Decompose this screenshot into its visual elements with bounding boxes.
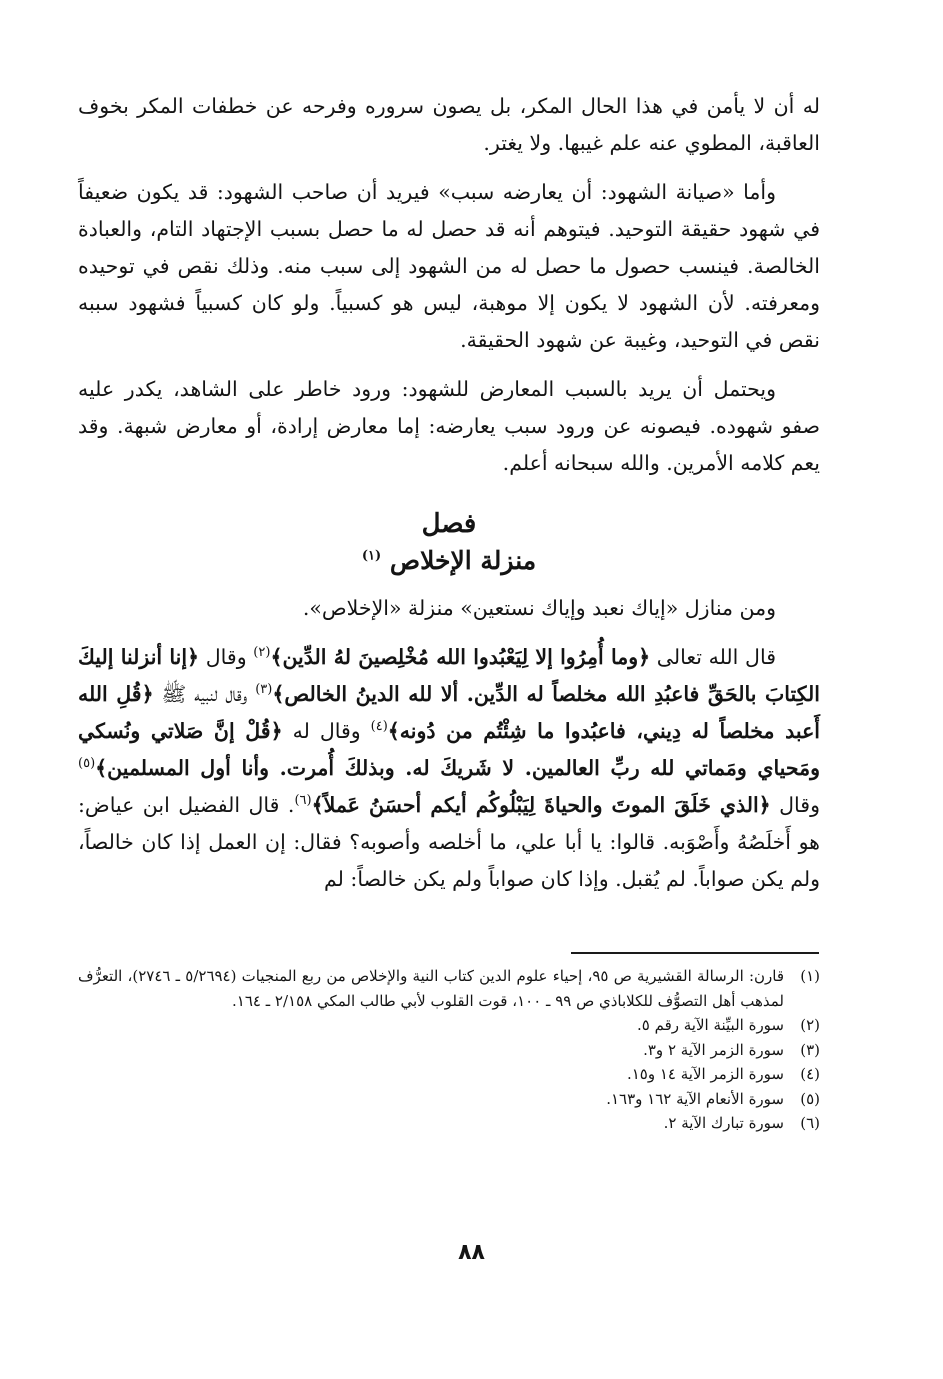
footnote-number: (٥) [800, 1089, 820, 1108]
footnote-text: سورة الأنعام الآية ١٦٢ و١٦٣. [606, 1089, 784, 1108]
quran-quote: ﴿قُلِ الله أَعبد مخلصاً له دِيني، فاعبُدوا ما شِئْتُم من دُونه﴾ [78, 682, 820, 743]
main-text: وقال لنبيه ﷺ [153, 682, 256, 706]
footnote-ref: (٤) [370, 719, 388, 735]
footnote-number: (٤) [800, 1065, 820, 1083]
footnote-ref: (٣) [255, 682, 273, 698]
paragraph-1: له أن لا يأمن في هذا الحال المكر، بل يصون سروره وفرحه عن خطفات المكر بخوف العاقبة، المطوي عنه علم غيبها. ولا يغتر. [78, 94, 820, 155]
footnote-ref: (١) [361, 548, 382, 564]
footnote-text: سورة الزمر الآية ١٤ و١٥. [626, 1065, 784, 1083]
paragraph-3: ويحتمل أن يريد بالسبب المعارض للشهود: ورود خاطر على الشاهد، يكدر عليه صفو شهوده. فيصونه عن ورود سبب يعارضه: إما معارض إرادة، أو معارض شبهة. وقد يعم كلامه الأمرين. والله سبحانه أعلم. [78, 377, 820, 475]
main-text: وقال [199, 645, 254, 669]
quran-quote: ﴿الذي خَلَقَ الموتَ والحياةَ لِيَبْلُوكُم أيكم أحسَنُ عَملاً﴾ [311, 793, 771, 817]
main-text: وقال [770, 793, 820, 817]
footnote-item [78, 1062, 820, 1087]
footnote-number: (٢) [800, 1016, 820, 1034]
footnote-number: (١) [800, 967, 820, 985]
main-text: . قال الفضيل ابن عياض: هو أَخلَصُهُ وأَصْوَبه. قالوا: يا أبا علي، ما أخلصه وأصوبه؟ فقال: إن العمل إذا كان خالصاً، ولم يكن صواباً. لم يُقبل. وإذا كان صواباً ولم يكن خالصاً: لم [78, 793, 820, 891]
quran-quote: ﴿إنا أنزلنا إليكَ الكِتابَ بالحَقِّ فاعبُدِ الله مخلصاً له الدِّين. ألا لله الدينُ الخالص﴾ [78, 645, 820, 706]
footnote-number: (٦) [800, 1114, 820, 1132]
footnotes [78, 964, 820, 1136]
footnote-item [78, 1087, 820, 1112]
intro-paragraph: ومن منازل «إياك نعبد وإياك نستعين» منزلة «الإخلاص». [302, 596, 776, 620]
main-text: وقال له [282, 719, 371, 743]
section-heading [78, 506, 820, 580]
section-title: فصل [421, 509, 477, 539]
quran-quote: ﴿وما أُمِرُوا إلا لِيَعْبُدوا الله مُخْلِصينَ لهُ الدِّين﴾ [270, 645, 651, 669]
footnote-text: سورة البيِّنة الآية رقم ٥. [636, 1016, 784, 1034]
footnote-ref: (٢) [253, 645, 271, 661]
quran-quote: ﴿قُلْ إنَّ صَلاتي ونُسكي ومَحياي ومَماتي لله ربِّ العالمين. لا شَريكَ له. وبذلكَ أُمرت. وأنا أول المسلمين﴾ [78, 719, 820, 780]
footnote-item [78, 1111, 820, 1136]
footnote-text: سورة تبارك الآية ٢. [663, 1114, 784, 1132]
footnote-text: سورة الزمر الآية ٢ و٣. [643, 1040, 784, 1059]
footnote-item [78, 1038, 820, 1063]
footnote-ref: (٥) [78, 756, 96, 772]
footnote-text: قارن: الرسالة القشيرية ص ٩٥، إحياء علوم الدين كتاب النية والإخلاص من ربع المنجيات (٥/٢٦٩٤ ـ ٢٧٤٦)، التعرُّف لمذهب أهل التصوُّف للكلاباذي ص ٩٩ ـ ١٠٠، قوت القلوب لأبي طالب المكي ٢/١٥٨ ـ ١٦٤. [78, 967, 784, 1010]
section-subtitle [78, 542, 820, 580]
footnote-number: (٣) [800, 1040, 820, 1059]
main-text: قال الله تعالى [650, 645, 777, 669]
footnote-divider [571, 952, 819, 954]
main-paragraph [78, 639, 820, 898]
page-number: ٨٨ [458, 1240, 485, 1265]
paragraph-2: وأما «صيانة الشهود: أن يعارضه سبب» فيريد أن صاحب الشهود: قد يكون ضعيفاً في شهود حقيقة التوحيد. فيتوهم أنه قد حصل له ما حصل بسبب الإجتهاد التام، والعبادة الخالصة. فينسب حصول ما حصل له من الشهود إلى سبب منه. وذلك نقص في توحيده ومعرفته. لأن الشهود لا يكون إلا موهبة، ليس هو كسبياً. ولو كان كسبياً فشهود سببه نقص في التوحيد، وغيبة عن شهود الحقيقة. [78, 180, 820, 352]
footnote-ref: (٦) [294, 793, 312, 809]
footnote-item [78, 964, 820, 1013]
page-body [78, 88, 820, 910]
section-subtitle-text: منزلة الإخلاص [389, 546, 537, 575]
footnote-item [78, 1013, 820, 1038]
